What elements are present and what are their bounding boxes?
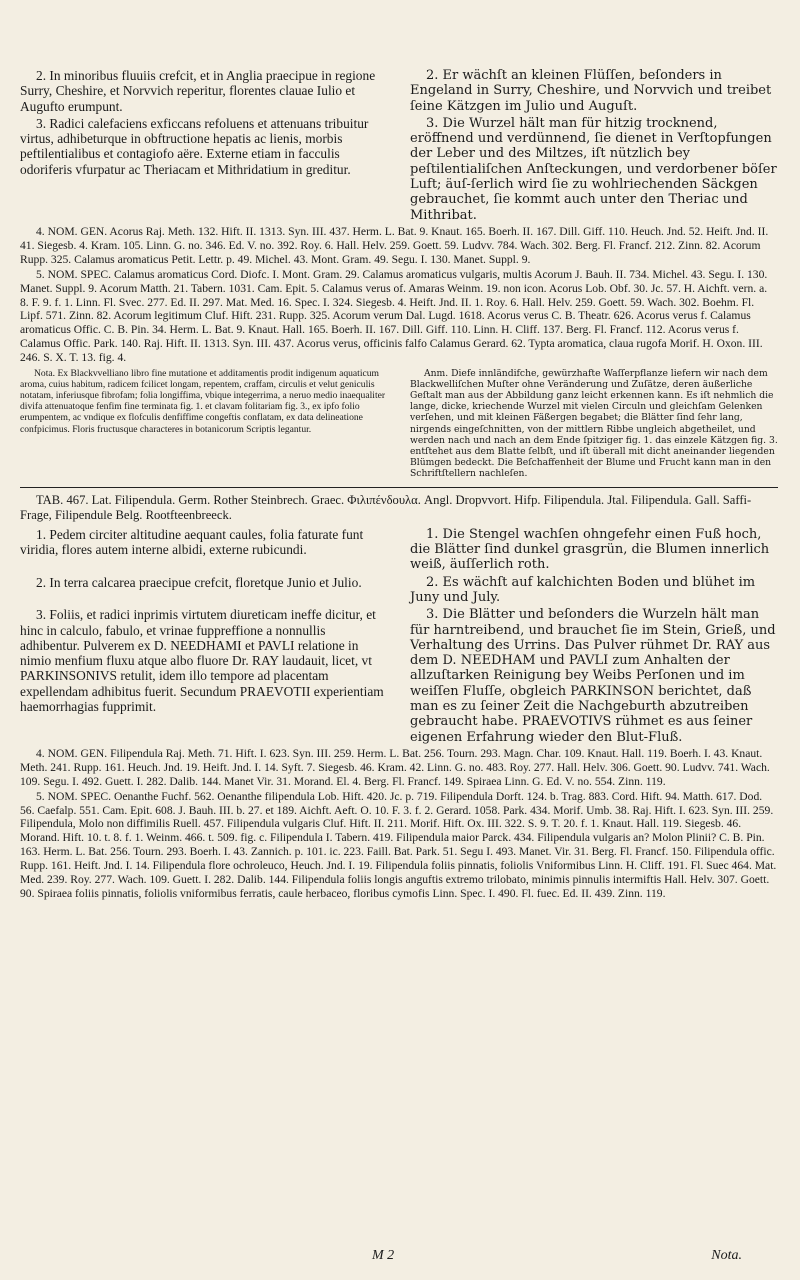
tab-467-entry-2-row xyxy=(20,575,778,608)
latin-column xyxy=(20,116,388,225)
tab-467-entry-3-row xyxy=(20,607,778,747)
entry-2-row xyxy=(20,68,778,116)
tab-467-entry-2-latin: 2. In terra calcarea praecipue crefcit, floretque Junio et Julio. xyxy=(36,574,362,590)
nota-block xyxy=(20,368,778,479)
entry-3-german: 3. Die Wurzel hält man für hitzig trocknend, eröffnend und verdünnend, ſie dienet in Verſtopfungen der Leber und des Miltzes, iſt nützlich bey peſtilentialiſchen Anſteckungen, und verdorbener böſer Luft; äuſ-ſerlich wird ſie zu wohlriechenden Säckgen gebrauchet, ſie kommt auch unter den Theriac und Mithribat. xyxy=(410,115,777,223)
entry-3-row xyxy=(20,116,778,225)
tab-467-entry-2-german: 2. Es wächſt auf kalchichten Boden und blühet im Juny und July. xyxy=(410,574,756,605)
nota-latin: Nota. Ex Blackvvelliano libro fine mutatione et additamentis prodit indigenum aquaticum aroma, cuius habitum, radicem fcilicet longam, repentem, craffam, circulis et velut geniculis notatam, inferiusque fibrofam; folia longiffima, vbique integerrima, a neruo medio inaequaliter divifa attenuatoque fenfim fine terminata fig. 1. et clavam folitariam fig. 3., ex ipfo folio erumpentem, ac vndique ex flofculis denfiffime congeftis conflatam, ex data delineatione confpicimus. Floris fructusque characteres in botanicorum Scriptis legantur. xyxy=(20,368,386,435)
german-column xyxy=(410,68,778,116)
nota-german: Anm. Diefe innländifche, gewürzhafte Waſſerpflanze liefern wir nach dem Blackwelliſchen Muſter ohne Veränderung und Zuſätze, deren äußerliche Geſtalt man aus der Abbildung ganz leicht erkennen kann. Es iſt nehmlich die lange, dicke, kriechende Wurzel mit vielen Circuln und gleichſam Gelenken verſehen, und mit kleinen Fäßergen begabet; die Blätter ſind ſehr lang, nirgends eingeſchnitten, von der mittlern Ribbe ungleich abgetheilet, und werden nach und nach an dem Ende ſpitziger fig. 1. das einzele Kätzgen fig. 3. entſtehet aus dem Blatte ſelbſt, und iſt überall mit dicht aneinander liegenden Blümgen bedeckt. Die Beſchaffenheit der Blume und Frucht kann man in den Schriftſtellern nachleſen. xyxy=(410,368,778,479)
tab-467-entry-5-nomenclature: 5. NOM. SPEC. Oenanthe Fuchf. 562. Oenanthe filipendula Lob. Hift. 420. Jc. p. 719. Filipendula Dorft. 124. b. Trag. 883. Cord. Hift. 94. Matth. 617. Dod. 56. Caefalp. 551. Cam. Epit. 608. J. Bauh. III. b. 27. et 189. Aichft. Aeft. O. 10. F. 3. f. 2. Gerard. 1058. Park. 434. Morif. Umb. 38. Raj. Hift. I. 623. Syn. III. 259. Filipendula, Molo non diffimilis Ruell. 457. Filipendula vulgaris Cluf. Hift. II. 211. Morif. Hift. Ox. III. 322. S. 9. T. 20. f. 1. Knaut. Hall. 119. Siegesb. 46. Morand. Hift. 10. t. 8. f. 1. Weinm. 466. t. 509. fig. c. Filipendula I. Tabern. 419. Filipendula maior Parck. 434. Filipendula vulgaris an? Molon Plinii? C. B. Pin. 163. Herm. L. Bat. 256. Tourn. 293. Boerh. I. 43. Zannich. p. 101. ic. 223. Faill. Bat. Park. 51. Segu I. 493. Manet. Vir. 31. Berg. Fl. Francf. 150. Filipendula offic. Rupp. 161. Heift. Jnd. I. 14. Filipendula flore ochroleuco, Heuch. Jnd. I. 19. Filipendula foliis pinnatis, foliolis Vniformibus Linn. H. Cliff. 191. Fl. Suec 464. Mat. Med. 239. Roy. 277. Wach. 109. Guett. I. 282. Dalib. 144. Filipendula foliis longis anguftis extremo trilobato, minimis pinnulis intermiftis Hall. Helv. 307. Goett. 90. Spiraea foliis pinnatis, foliolis vniformibus ferratis, caule herbaceo, floribus cymofis Linn. Spec. I. 490. Fl. fuec. Ed. II. 439. Zinn. 119. xyxy=(20,789,777,900)
tab-467-entry-4-nomenclature: 4. NOM. GEN. Filipendula Raj. Meth. 71. Hift. I. 623. Syn. III. 259. Herm. L. Bat. 256. Tourn. 293. Magn. Char. 109. Knaut. Hall. 119. Boerh. I. 43. Knaut. Meth. 241. Rupp. 161. Heuch. Jnd. 19. Heift. Jnd. I. 14. Syft. 7. Siegesb. 46. Kram. 42. Linn. G. no. 483. Roy. 277. Hall. Helv. 306. Goett. 90. Ludvv. 741. Wach. 109. Segu. I. 492. Guett. I. 282. Dalib. 144. Manet Vir. 31. Morand. El. 4. Berg. Fl. Francf. 149. Spiraea Linn. G. Ed. V. no. 554. Zinn. 119. xyxy=(20,746,770,788)
entry-3-latin: 3. Radici calefaciens exficcans refoluens et attenuans tribuitur virtus, adhibeturque in obftructione hepatis ac lienis, morbis peftilentialibus et contagiofo aëre. Externe etiam in facculis odoriferis vfurpatur ac Theriacam et Mithridatium in greditur. xyxy=(20,115,369,177)
catchword: Nota. xyxy=(711,1248,742,1263)
latin-column xyxy=(20,575,388,608)
german-column xyxy=(410,527,778,575)
german-column xyxy=(410,116,778,225)
tab-467-header: TAB. 467. Lat. Filipendula. Germ. Rother Steinbrech. Graec. Φιλιπένδουλα. Angl. Dropvvort. Hifp. Filipendula. Jtal. Filipendula. Gall. Saffi-Frage, Filipendule Belg. Rootfteenbreeck. xyxy=(20,492,752,523)
latin-column xyxy=(20,607,388,747)
german-column xyxy=(410,575,778,608)
entry-2-latin: 2. In minoribus fluuiis crefcit, et in Anglia praecipue in regione Surry, Cheshire, et Norvvich reperitur, florentes clauae Iulio et Augufto erumpunt. xyxy=(20,68,376,114)
tab-467-entry-1-row xyxy=(20,527,778,575)
tab-467-entry-1-latin: 1. Pedem circiter altitudine aequant caules, folia faturate funt viridia, flores autem interne albidi, externe rubicundi. xyxy=(20,526,364,558)
entry-4-nomenclature: 4. NOM. GEN. Acorus Raj. Meth. 132. Hift. II. 1313. Syn. III. 437. Herm. L. Bat. 9. Knaut. 165. Boerh. II. 167. Dill. Giff. 110. Heuch. Jnd. 52. Heift. Jnd. II. 41. Siegesb. 4. Kram. 105. Linn. G. no. 346. Ed. V. no. 392. Roy. 6. Hall. Helv. 259. Goett. 59. Ludvv. 784. Wach. 302. Berg. Fl. Francf. 212. Zinn. 82. Acorum Rupp. 325. Calamus aromaticus Petit. Lettr. p. 49. Michel. 43. Mont. Gram. 49. Segu. I. 130. Manet. Suppl. 9. xyxy=(20,224,769,266)
german-column xyxy=(410,607,778,747)
tab-467-entry-3-latin: 3. Foliis, et radici inprimis virtutem diureticam ineffe dicitur, et hinc in calculo, fabulo, et vrinae fuppreffione a nonnullis adhibentur. Pulverem ex D. NEEDHAMI et PAVLI relatione in nimio menfium fluxu atque albo fluore Dr. RAY laudauit, licet, vt PARKINSONIVS retulit, idem illo tempore ad placentam expellendam adhibitus fuerit. Secundum PRAEVOTII experientiam haemorrhagias fupprimit. xyxy=(20,607,384,715)
latin-column xyxy=(20,527,388,575)
nota-latin-column xyxy=(20,368,388,479)
latin-column xyxy=(20,68,388,116)
entry-5-nomenclature: 5. NOM. SPEC. Calamus aromaticus Cord. Diofc. I. Mont. Gram. 29. Calamus aromaticus vulgaris, multis Acorum J. Bauh. II. 734. Michel. 43. Segu. I. 130. Manet. Suppl. 9. Acorum Matth. 21. Tabern. 1031. Cam. Epit. 5. Calamus verus of. Amaras Weinm. 19. non icon. Acorus Lob. Obf. 30. Jc. 57. H. Aichft. vern. a. 8. F. 9. f. 1. Linn. Fl. Svec. 277. Ed. II. 297. Mat. Med. 16. Spec. I. 324. Siegesb. 4. Heift. Jnd. II. 1. Roy. 6. Hall. Helv. 259. Goett. 59. Wach. 302. Boehm. Fl. Lipf. 571. Zinn. 82. Acorum legitimum Cluf. Hift. 231. Rupp. 325. Acorum verum Dal. Lugd. 1618. Acorus verus C. B. Theatr. 626. Acorus verus f. Calamus aromaticus Offic. C. B. Pin. 34. Herm. L. Bat. 9. Knaut. Hall. 165. Boerh. II. 167. Dill. Giff. 110. Linn. H. Cliff. 137. Berg. Fl. Francf. 112. Acorus verus f. Calamus Offic. Park. 140. Raj. Hift. II. 1313. Syn. III. 437. Acorus verus, officinis falfo Calamus Gerard. 62. Typta aromatica, claua rugofa Morif. H. Oxon. III. 246. S. X. T. 13. fig. 4. xyxy=(20,267,768,365)
tab-467-entry-1-german: 1. Die Stengel wachſen ohngefehr einen Fuß hoch, die Blätter ſind dunkel grasgrün, die Blumen innerlich weiß, äuſſerlich roth. xyxy=(410,526,770,573)
page-footer xyxy=(0,1248,800,1268)
signature-mark: M 2 xyxy=(372,1248,395,1263)
section-divider xyxy=(20,487,778,488)
entry-2-german: 2. Er wächſt an kleinen Flüſſen, beſonders in Engeland in Surry, Cheshire, und Norvvich und treibet ſeine Kätzgen im Julio und Auguſt. xyxy=(410,68,772,114)
tab-467-entry-3-german: 3. Die Blätter und beſonders die Wurzeln hält man für harntreibend, und brauchet ſie im Stein, Grieß, und Verhaltung des Urrins. Das Pulver rühmet Dr. RAY aus dem D. NEEDHAM und PAVLI zum Anhalten der allzuſtarken Reinigung bey Weibs Perſonen und im weiſſen Fluſſe, obgleich PARKINSON berichtet, daß man es zu ſeiner Zeit die Nachgeburth abzutreiben gebraucht habe. PRAEVOTIVS rühmet es aus ſeiner eigenen Erfahrung wieder den Blut-Fluß. xyxy=(410,607,776,745)
nota-german-column xyxy=(410,368,778,479)
